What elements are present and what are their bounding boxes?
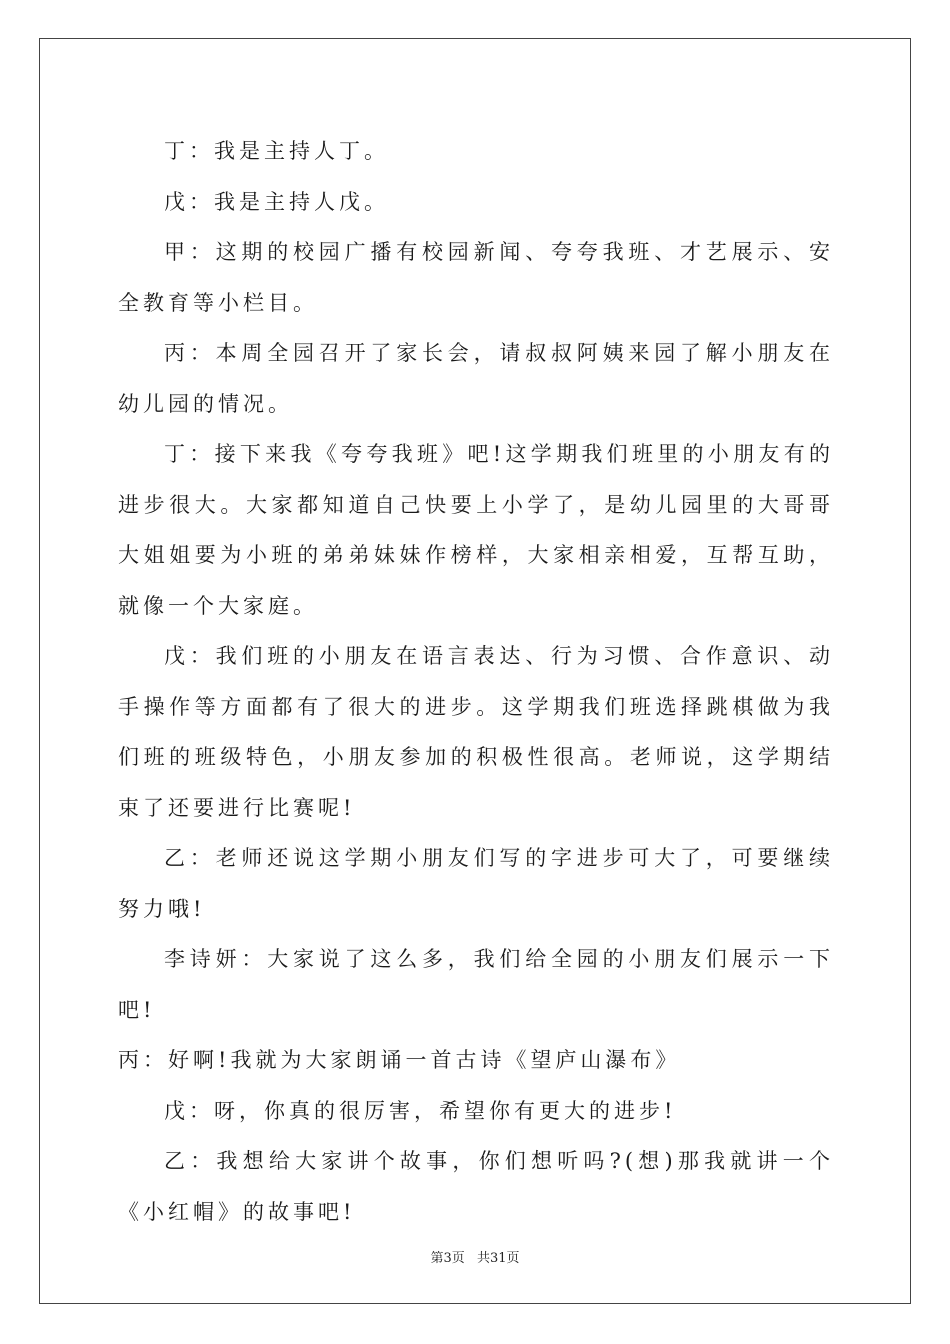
paragraph-3: 甲：这期的校园广播有校园新闻、夸夸我班、才艺展示、安全教育等小栏目。	[118, 240, 834, 315]
document-body	[118, 126, 834, 1237]
paragraph-1: 丁：我是主持人丁。	[164, 139, 389, 163]
page-number: 第3页	[430, 1251, 465, 1266]
paragraph-5: 丁：接下来我《夸夸我班》吧!这学期我们班里的小朋友有的进步很大。大家都知道自己快要上小学了，是幼儿园里的大哥哥大姐姐要为小班的弟弟妹妹作榜样，大家相亲相爱，互帮互助，就像一个大家庭。	[118, 442, 834, 618]
paragraph-7: 乙：老师还说这学期小朋友们写的字进步可大了，可要继续努力哦!	[118, 846, 834, 921]
paragraph-9: 丙：好啊!我就为大家朗诵一首古诗《望庐山瀑布》	[118, 1048, 681, 1072]
paragraph-10: 戊：呀，你真的很厉害，希望你有更大的进步!	[164, 1098, 677, 1123]
paragraph-4: 丙：本周全园召开了家长会，请叔叔阿姨来园了解小朋友在幼儿园的情况。	[118, 341, 834, 416]
paragraph-11: 乙：我想给大家讲个故事，你们想听吗?(想)那我就讲一个《小红帽》的故事吧!	[118, 1149, 834, 1224]
paragraph-6: 戊：我们班的小朋友在语言表达、行为习惯、合作意识、动手操作等方面都有了很大的进步。这学期我们班选择跳棋做为我们班的班级特色，小朋友参加的积极性很高。老师说，这学期结束了还要进行比赛呢!	[118, 644, 834, 820]
paragraph-8: 李诗妍：大家说了这么多，我们给全园的小朋友们展示一下吧!	[118, 947, 834, 1022]
paragraph-2: 戊：我是主持人戊。	[164, 189, 389, 214]
page-total: 共31页	[476, 1251, 520, 1266]
page-footer	[0, 1247, 950, 1266]
